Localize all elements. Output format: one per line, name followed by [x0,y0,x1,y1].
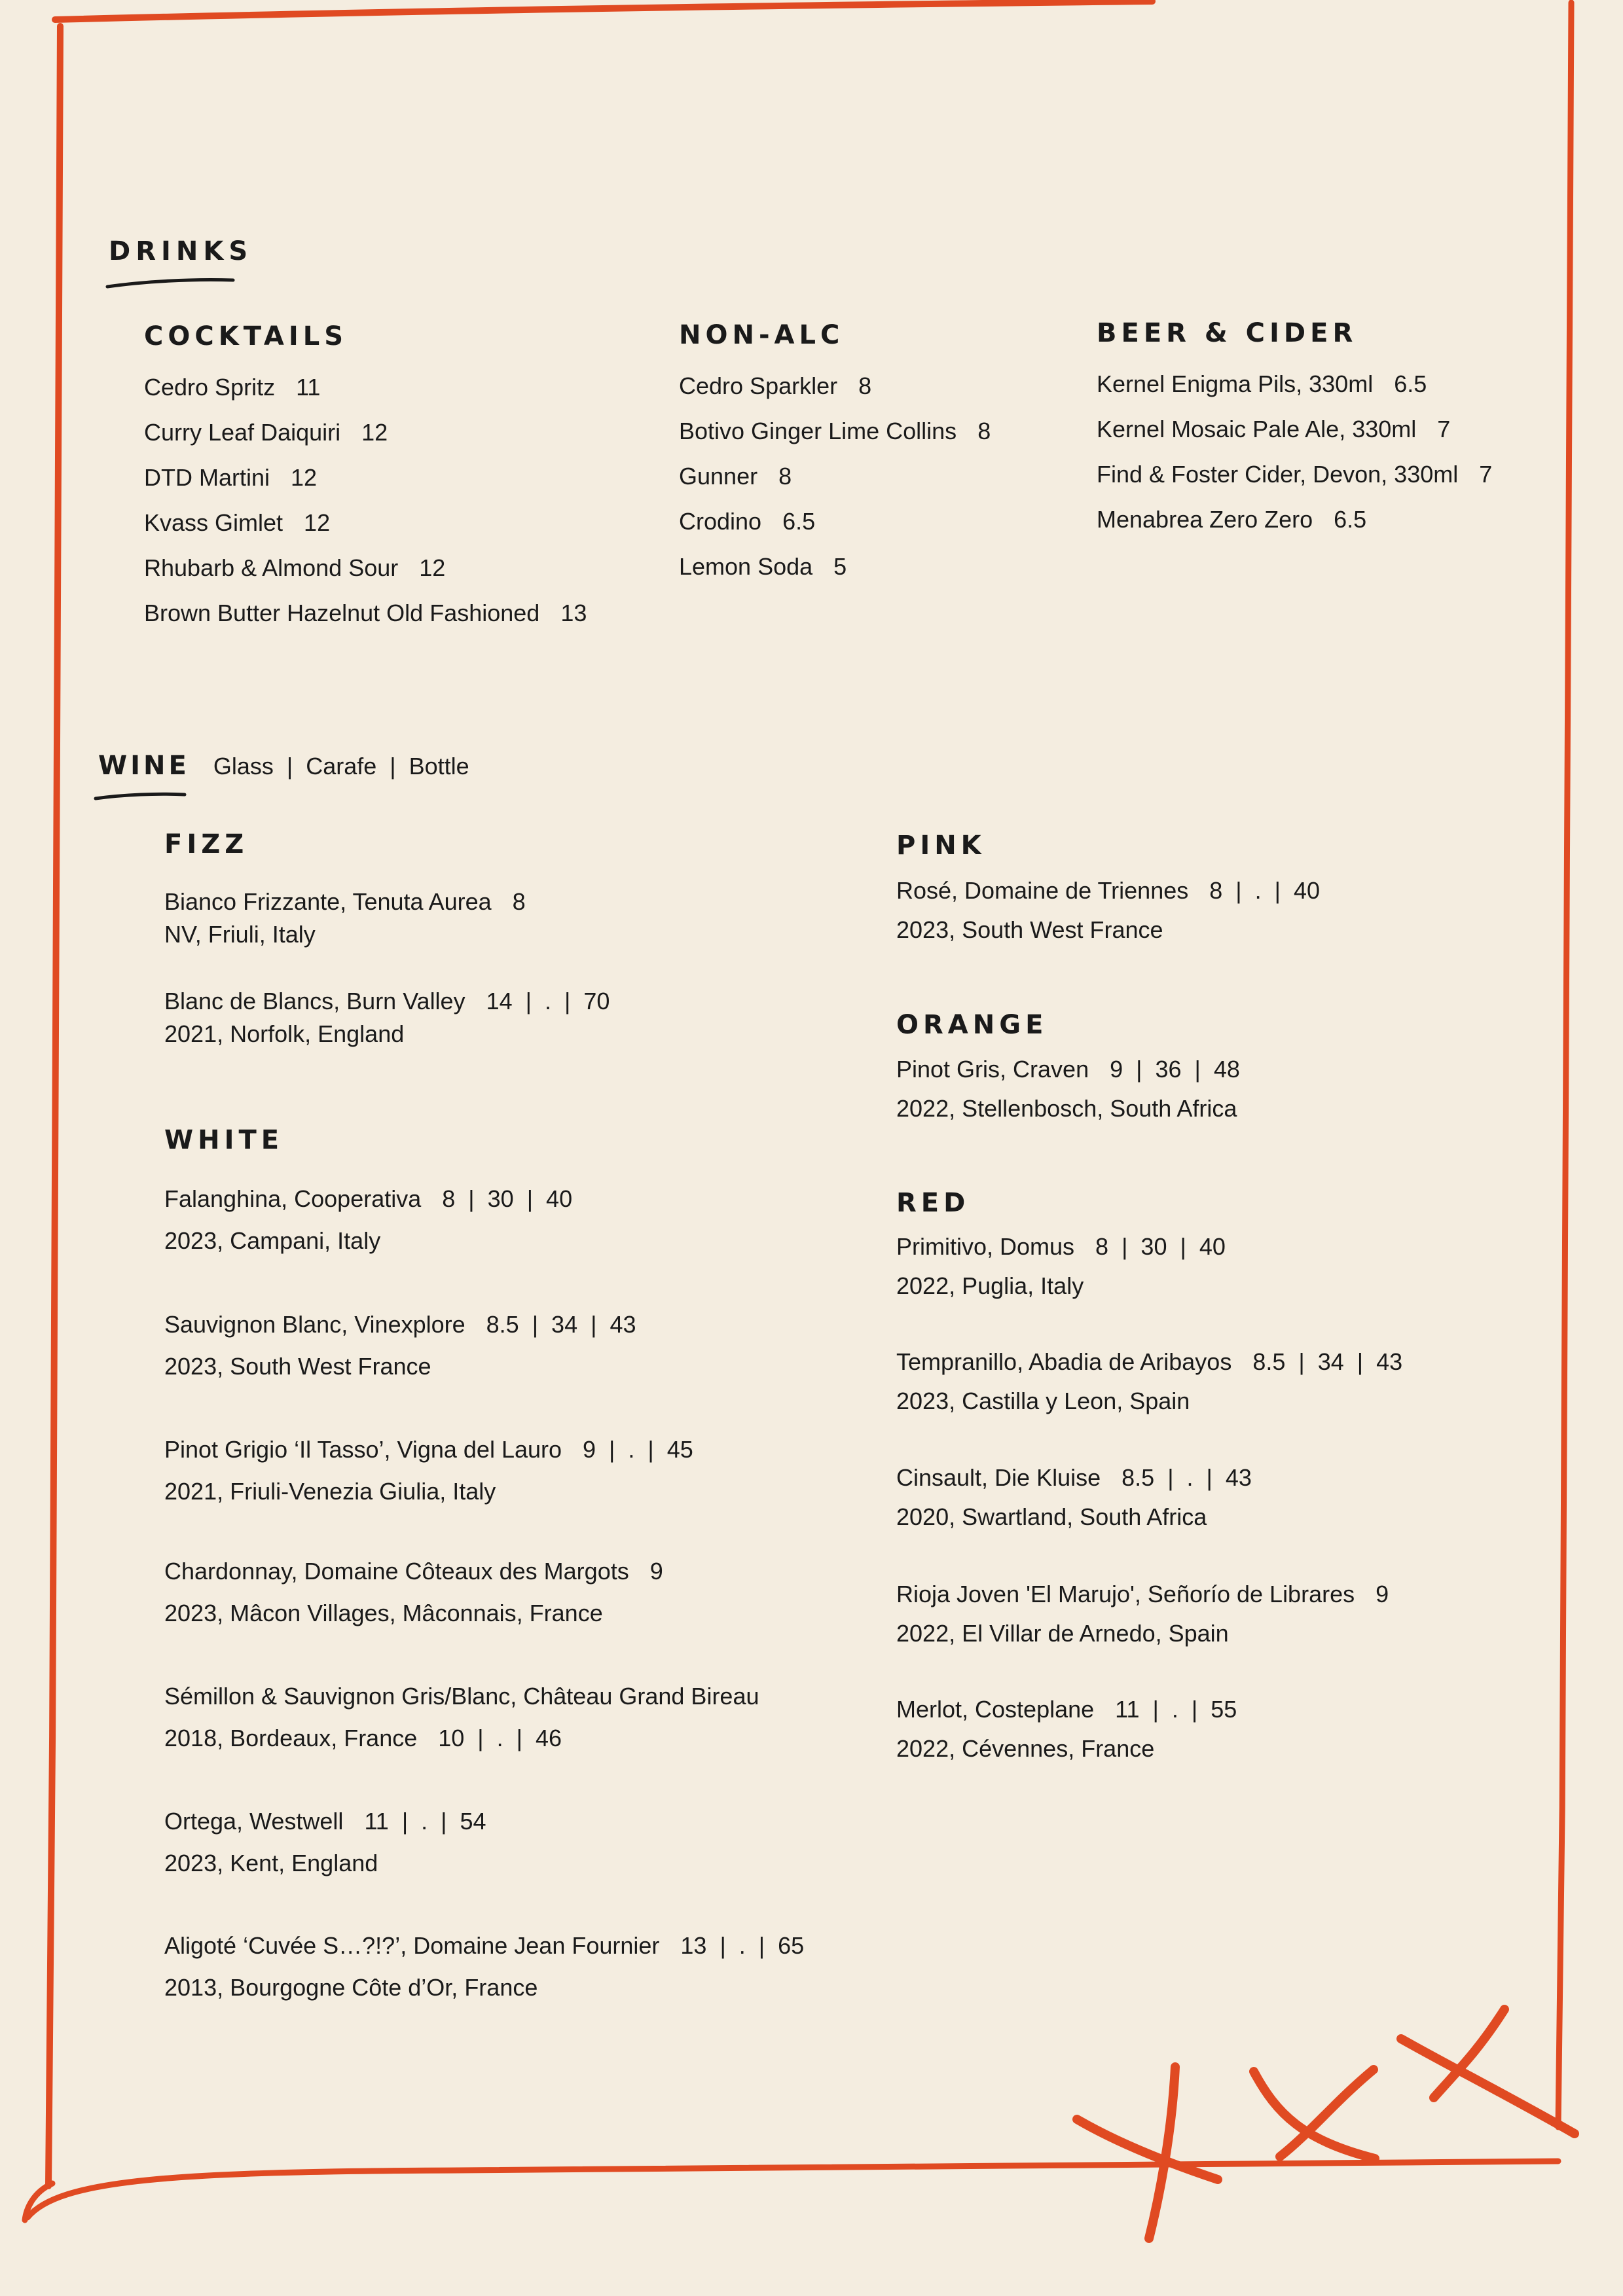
list-item [679,510,991,555]
item-name: Cedro Spritz [144,374,276,401]
cocktails-list [144,376,587,647]
wine-name-line [164,1313,636,1336]
wine-origin: 2023, Castilla y Leon, Spain [896,1388,1190,1414]
item-price: 6.5 [1334,506,1367,533]
wine-name: Tempranillo, Abadia de Aribayos [896,1348,1232,1375]
format-separator: | [390,753,396,780]
wine-origin: 2023, Kent, England [164,1850,378,1876]
wine-item [164,1313,636,1378]
wine-name-line [896,1235,1226,1259]
wine-item [164,890,526,946]
wine-name: Aligoté ‘Cuvée S…?!?’, Domaine Jean Fournier [164,1932,660,1959]
list-item [1097,508,1492,553]
wine-name: Chardonnay, Domaine Côteaux des Margots [164,1558,629,1585]
orange-title: ORANGE [896,1010,1048,1040]
item-name: Kernel Mosaic Pale Ale, 330ml [1097,416,1417,442]
item-name: Kvass Gimlet [144,509,283,536]
wine-name-line [164,1810,486,1833]
wine-name: Sémillon & Sauvignon Gris/Blanc, Château Grand Bireau [164,1683,759,1710]
wine-name: Ortega, Westwell [164,1808,344,1835]
wine-origin: 2013, Bourgogne Côte d’Or, France [164,1974,538,2001]
beer-cider-list [1097,372,1492,553]
wine-name-line [896,879,1320,903]
wine-origin: 2023, South West France [896,916,1163,943]
wine-prices: 8 | 30 | 40 [442,1185,573,1212]
wine-prices: 9 | 36 | 48 [1110,1056,1240,1083]
wine-prices: 9 [1376,1581,1389,1607]
item-price: 7 [1479,461,1493,488]
item-price: 6.5 [782,508,816,535]
wine-item [164,990,610,1046]
wine-name: Blanc de Blancs, Burn Valley [164,988,465,1014]
wine-origin: 2022, Puglia, Italy [896,1272,1084,1299]
item-name: Lemon Soda [679,553,813,580]
item-price: 13 [560,600,587,626]
wine-prices: 8 | 30 | 40 [1095,1233,1226,1260]
wine-item [896,1698,1237,1761]
wine-name: Bianco Frizzante, Tenuta Aurea [164,888,492,915]
list-item [1097,463,1492,508]
wine-item [896,1350,1402,1413]
list-item [144,511,587,556]
item-price: 6.5 [1394,370,1427,397]
item-price: 11 [296,374,321,401]
wine-name: Primitivo, Domus [896,1233,1075,1260]
wine-prices: 8 | . | 40 [1209,877,1321,904]
item-price: 8 [858,372,872,399]
list-item [1097,372,1492,418]
wine-item [164,1685,759,1750]
wine-origin: NV, Friuli, Italy [164,921,316,948]
wine-name: Falanghina, Cooperativa [164,1185,422,1212]
item-name: Find & Foster Cider, Devon, 330ml [1097,461,1459,488]
wine-title-underline [92,785,190,805]
wine-name: Pinot Gris, Craven [896,1056,1089,1083]
list-item [144,376,587,421]
wine-name-line [896,1466,1252,1490]
item-price: 12 [419,554,446,581]
item-price: 5 [833,553,847,580]
item-name: Gunner [679,463,758,490]
format-separator: | [286,753,293,780]
item-name: Brown Butter Hazelnut Old Fashioned [144,600,540,626]
wine-name-line [896,1350,1402,1374]
wine-origin: 2022, Stellenbosch, South Africa [896,1095,1237,1122]
drinks-section [109,238,253,264]
wine-prices: 8.5 | 34 | 43 [1252,1348,1403,1375]
list-item [679,555,991,600]
list-item [679,465,991,510]
drinks-title: DRINKS [109,236,253,266]
item-price: 12 [361,419,388,446]
beer-cider-section [1097,320,1492,553]
wine-origin: 2021, Friuli-Venezia Giulia, Italy [164,1478,496,1505]
wine-title: WINE [98,751,190,781]
wine-name-line [164,1560,663,1583]
wine-name: Merlot, Costeplane [896,1696,1095,1723]
wine-item [164,1560,663,1625]
wine-header [98,753,469,779]
item-name: DTD Martini [144,464,270,491]
non-alc-section [679,322,991,600]
wine-origin: 2022, Cévennes, France [896,1735,1155,1762]
item-name: Menabrea Zero Zero [1097,506,1313,533]
wine-item [164,1810,486,1875]
item-name: Cedro Sparkler [679,372,838,399]
wine-item [896,1466,1252,1529]
kisses-doodle [1077,2009,1575,2238]
list-item [144,421,587,466]
wine-name: Rioja Joven 'El Marujo', Señorío de Librares [896,1581,1355,1607]
cocktails-title: COCKTAILS [144,321,348,351]
format-bottle: Bottle [409,753,469,780]
wine-origin: 2020, Swartland, South Africa [896,1503,1207,1530]
non-alc-title: NON-ALC [679,320,845,350]
list-item [144,601,587,647]
item-name: Kernel Enigma Pils, 330ml [1097,370,1374,397]
wine-prices: 9 [649,1558,663,1585]
format-carafe: Carafe [306,753,377,780]
wine-name-line [164,1685,759,1708]
non-alc-list [679,374,991,600]
wine-name-line [164,990,610,1013]
item-name: Rhubarb & Almond Sour [144,554,399,581]
wine-item [896,879,1320,942]
item-price: 8 [977,418,991,444]
wine-name: Rosé, Domaine de Triennes [896,877,1189,904]
list-item [144,556,587,601]
wine-prices: 14 | . | 70 [486,988,610,1014]
wine-prices: 8 [512,888,526,915]
wine-origin: 2022, El Villar de Arnedo, Spain [896,1620,1229,1647]
beer-cider-title: BEER & CIDER [1097,318,1358,348]
list-item [144,466,587,511]
drinks-title-underline [105,274,236,293]
format-glass: Glass [213,753,274,780]
white-title: WHITE [164,1125,284,1155]
item-price: 8 [778,463,792,490]
item-name: Crodino [679,508,762,535]
wine-name: Sauvignon Blanc, Vinexplore [164,1311,465,1338]
wine-name: Pinot Grigio ‘Il Tasso’, Vigna del Lauro [164,1436,562,1463]
item-name: Botivo Ginger Lime Collins [679,418,957,444]
wine-origin: 2023, Mâcon Villages, Mâconnais, France [164,1600,603,1626]
list-item [679,420,991,465]
wine-prices: 10 | . | 46 [438,1725,562,1751]
wine-origin: 2021, Norfolk, England [164,1020,405,1047]
wine-name: Cinsault, Die Kluise [896,1464,1101,1491]
wine-origin: 2023, Campani, Italy [164,1227,381,1254]
wine-name-line [896,1583,1389,1606]
wine-item [896,1058,1240,1121]
wine-origin: 2018, Bordeaux, France [164,1725,418,1751]
wine-prices: 13 | . | 65 [680,1932,805,1959]
wine-origin: 2023, South West France [164,1353,431,1380]
wine-name-line [164,1934,804,1958]
list-item [679,374,991,420]
wine-name-line [164,1438,693,1462]
item-price: 12 [304,509,331,536]
wine-name-line [896,1698,1237,1721]
wine-prices: 11 | . | 54 [364,1808,486,1835]
list-item [1097,418,1492,463]
wine-origin-line [164,1727,759,1750]
fizz-title: FIZZ [164,829,249,859]
pink-title: PINK [896,831,986,861]
red-title: RED [896,1188,970,1218]
wine-name-line [896,1058,1240,1081]
item-price: 7 [1437,416,1451,442]
wine-name-line [164,890,526,914]
wine-name-line [164,1187,572,1211]
wine-item [164,1438,693,1503]
wine-prices: 8.5 | 34 | 43 [486,1311,636,1338]
wine-item [164,1187,572,1253]
wine-item [164,1934,804,2000]
item-price: 12 [291,464,318,491]
wine-prices: 11 | . | 55 [1115,1696,1237,1723]
wine-prices: 8.5 | . | 43 [1122,1464,1252,1491]
wine-item [896,1583,1389,1645]
item-name: Curry Leaf Daiquiri [144,419,341,446]
wine-item [896,1235,1226,1298]
cocktails-section [144,323,587,647]
wine-prices: 9 | . | 45 [583,1436,693,1463]
